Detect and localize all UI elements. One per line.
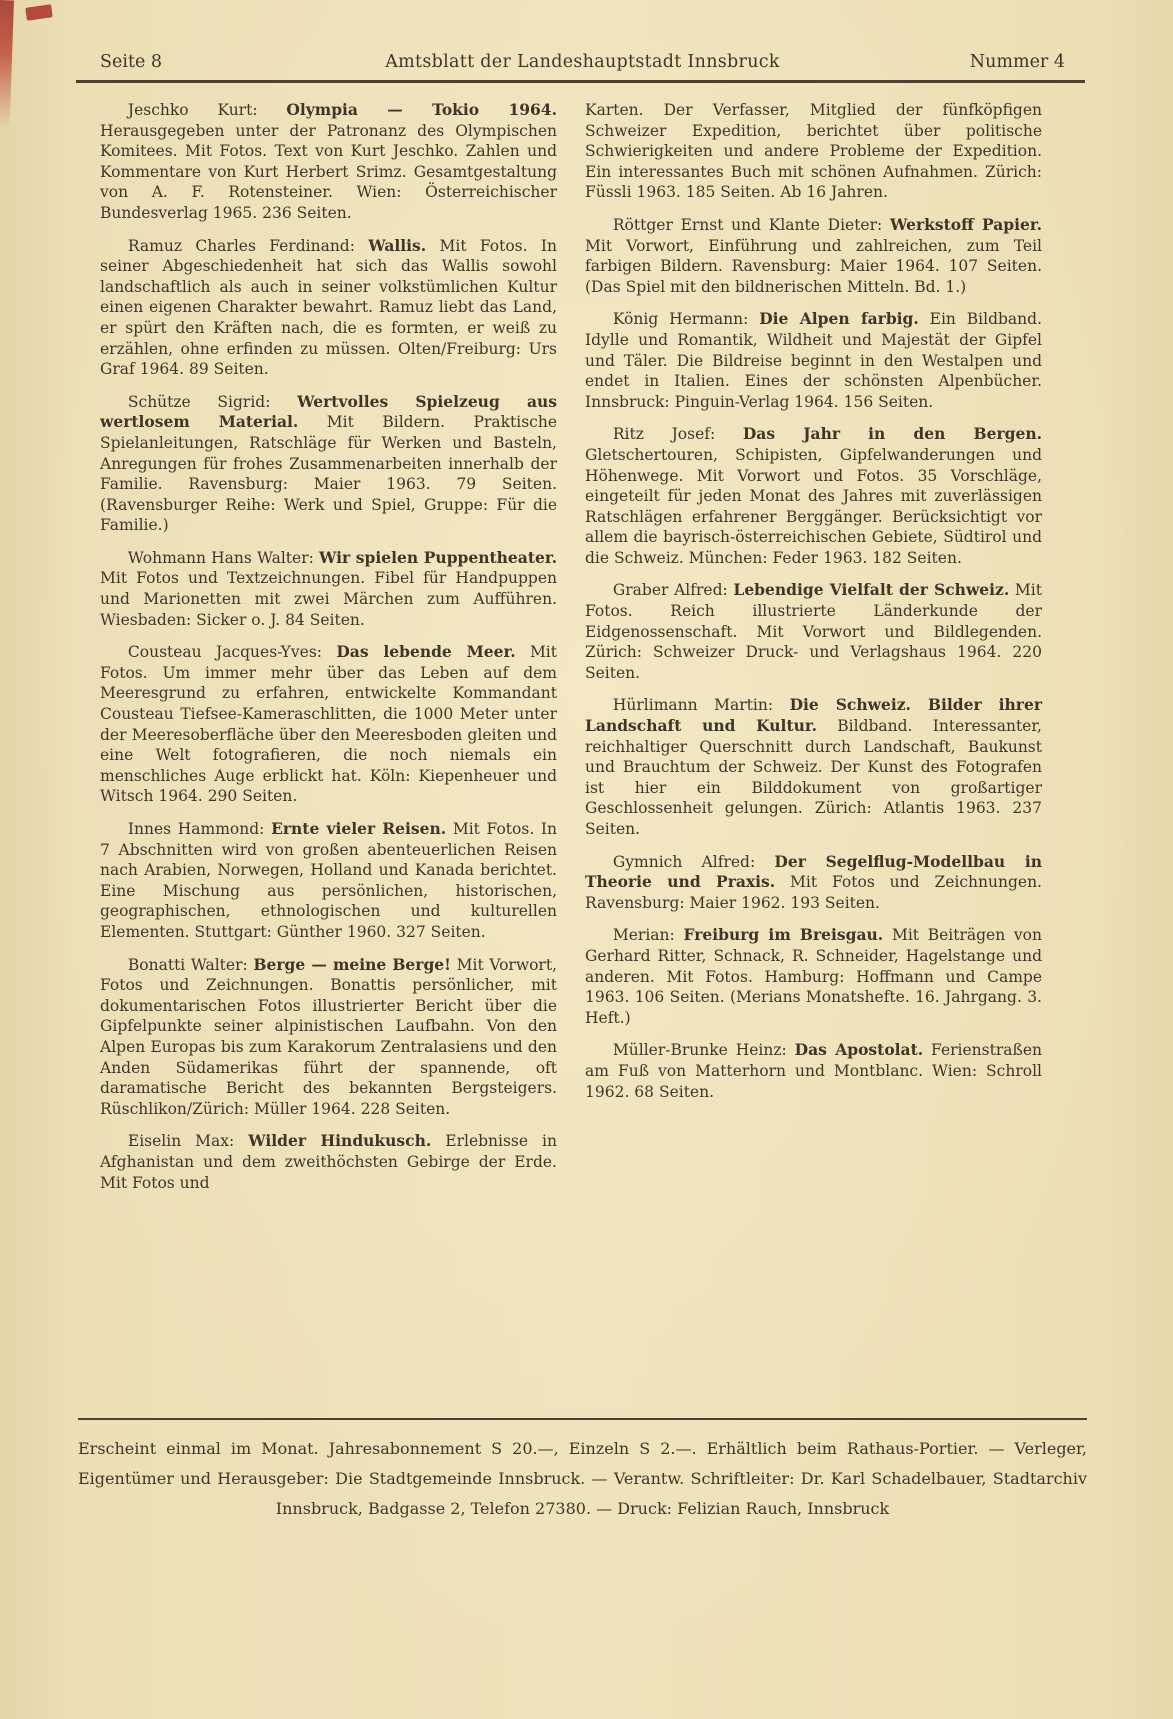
- scan-artifact-red-dash: [25, 4, 53, 20]
- entry-author: Gymnich Alfred:: [612, 852, 775, 871]
- entry-title: Wilder Hindukusch.: [248, 1131, 432, 1151]
- entry-text: Karten. Der Verfasser, Mitglied der fünfköpfigen Schweizer Expedition, berichtet über politische Schwierigkeiten und andere Probleme der Expedition. Ein interessantes Buch mit schönen Aufnahmen. Zürich: Füssli 1963. 185 Seiten. Ab 16 Jahren.: [585, 101, 1042, 202]
- entry-author: Müller-Brunke Heinz:: [612, 1041, 795, 1060]
- imprint-line: Eigentümer und Herausgeber: Die Stadtgemeinde Innsbruck. — Verantw. Schriftleiter: Dr. Karl Schadelbauer, Stadtarchiv: [78, 1469, 1087, 1488]
- book-entry: [100, 819, 557, 943]
- book-entry: [100, 100, 557, 224]
- entry-text: Herausgegeben unter der Patronanz des Olympischen Komitees. Mit Fotos. Text von Kurt Jeschko. Zahlen und Kommentare von Kurt Herbert Srimz. Gesamtgestaltung von A. F. Rotensteiner. Wien: Österreichischer Bundesverlag 1965. 236 Seiten.: [100, 121, 557, 222]
- entry-author: Graber Alfred:: [612, 581, 734, 600]
- page-header: [76, 52, 1085, 83]
- entry-title: Olympia — Tokio 1964.: [286, 100, 557, 119]
- entry-text: Mit Beiträgen von Gerhard Ritter, Schnack, R. Schneider, Hagelstange und anderen. Mit Fotos. Hamburg: Hoffmann und Campe 1963. 106 Seiten. (Merians Monatshefte. 16. Jahrgang. 3. Heft.): [585, 926, 1042, 1027]
- entry-author: Röttger Ernst und Klante Dieter:: [612, 215, 890, 234]
- entry-title: Das Jahr in den Bergen.: [742, 424, 1042, 444]
- entry-title: Das Apostolat.: [794, 1040, 924, 1060]
- entry-title: Ernte vieler Reisen.: [271, 819, 447, 838]
- entry-author: Bonatti Walter:: [127, 955, 254, 974]
- book-entry: [585, 424, 1042, 568]
- entry-text: Erlebnisse in Afghanistan und dem zweithöchsten Gebirge der Erde. Mit Fotos und: [100, 1132, 558, 1192]
- entry-author: Ritz Josef:: [612, 425, 743, 444]
- book-entry: [585, 852, 1042, 914]
- entry-author: Hürlimann Martin:: [612, 696, 790, 715]
- entry-text: Ein Bildband. Idylle und Romantik, Wildheit und Majestät der Gipfel und Täler. Die Bildreise beginnt in den Westalpen und endet in Italien. Eines der schönsten Alpenbücher. Innsbruck: Pinguin-Verlag 1964. 156 Seiten.: [585, 310, 1042, 411]
- entry-title: Wir spielen Puppentheater.: [318, 547, 557, 567]
- entry-title: Der Segelflug-Modellbau in Theorie und Praxis.: [585, 851, 1042, 892]
- entry-text: Gletschertouren, Schipisten, Gipfelwanderungen und Höhenwege. Mit Vorwort und Fotos. 35 Vorschläge, eingeteilt für jeden Monat des Jahres mit zuverlässigen Ratschlägen erfahrener Berggänger. Berücksichtigt vor allem die bayrisch-österreichischen Gebiete, Südtirol und die Schweiz. München: Feder 1963. 182 Seiten.: [585, 445, 1042, 567]
- entry-title: Das lebende Meer.: [336, 642, 516, 662]
- entry-author: Innes Hammond:: [127, 820, 272, 838]
- book-entry: [585, 1040, 1042, 1102]
- entry-text: Mit Fotos und Zeichnungen. Ravensburg: Maier 1962. 193 Seiten.: [585, 873, 1042, 912]
- entry-author: Schütze Sigrid:: [127, 392, 298, 411]
- left-column: [100, 100, 557, 1205]
- entry-author: Wohmann Hans Walter:: [127, 548, 319, 567]
- entry-title: Wertvolles Spielzeug aus wertlosem Material.: [100, 391, 557, 432]
- book-entry: [100, 955, 557, 1120]
- right-column: [585, 100, 1042, 1205]
- entry-title: Freiburg im Breisgau.: [683, 925, 884, 945]
- entry-author: Merian:: [612, 926, 684, 945]
- book-entry: [585, 695, 1042, 839]
- entry-title: Die Alpen farbig.: [759, 309, 919, 329]
- imprint-line: Innsbruck, Badgasse 2, Telefon 27380. — Druck: Felizian Rauch, Innsbruck: [275, 1499, 890, 1518]
- imprint-footer: [78, 1418, 1087, 1524]
- entry-text: Mit Bildern. Praktische Spielanleitungen, Ratschläge für Werken und Basteln, Anregungen für frohes Zusammenarbeiten innerhalb der Familie. Ravensburg: Maier 1963. 79 Seiten. (Ravensburger Reihe: Werk und Spiel, Gruppe: Für die Familie.): [100, 413, 557, 535]
- entry-text: Mit Fotos und Textzeichnungen. Fibel für Handpuppen und Marionetten mit zwei Märchen zum Aufführen. Wiesbaden: Sicker o. J. 84 Seiten.: [100, 569, 557, 629]
- page-title: Amtsblatt der Landeshauptstadt Innsbruck: [385, 52, 780, 72]
- entry-text: Mit Fotos. Reich illustrierte Länderkunde der Eidgenossenschaft. Mit Vorwort und Bildlegenden. Zürich: Schweizer Druck- und Verlagshaus 1964. 220 Seiten.: [585, 581, 1042, 682]
- issue-number-label: Nummer 4: [969, 52, 1065, 72]
- text-columns: [100, 100, 1042, 1205]
- entry-author: Cousteau Jacques-Yves:: [127, 643, 337, 662]
- entry-text: Mit Fotos. Um immer mehr über das Leben auf dem Meeresgrund zu erfahren, entwickelte Kommandant Cousteau Tiefsee-Kameraschlitten, die 1000 Meter unter der Meeresoberfläche über den Meeresboden gleiten und eine Welt fotografieren, die noch niemals ein menschliches Auge erblickt hat. Köln: Kiepenheuer und Witsch 1964. 290 Seiten.: [100, 643, 557, 806]
- book-entry: [585, 580, 1042, 683]
- entry-title: Werkstoff Papier.: [889, 214, 1043, 234]
- scan-artifact-red-streak: [0, 0, 14, 128]
- entry-author: König Hermann:: [612, 310, 760, 329]
- book-entry: [100, 642, 557, 807]
- page-number-label: Seite 8: [100, 52, 163, 72]
- entry-text: Mit Fotos. In 7 Abschnitten wird von großen abenteuerlichen Reisen nach Arabien, Norwegen, Holland und Kanada berichtet. Eine Mischung aus persönlichen, historischen, geographischen, ethnologischen und kulturellen Elementen. Stuttgart: Günther 1960. 327 Seiten.: [100, 820, 558, 941]
- entry-text: Ferienstraßen am Fuß von Matterhorn und Montblanc. Wien: Schroll 1962. 68 Seiten.: [585, 1041, 1042, 1101]
- book-entry: [100, 392, 557, 536]
- entry-title: Wallis.: [368, 235, 427, 255]
- entry-title: Lebendige Vielfalt der Schweiz.: [733, 580, 1010, 600]
- entry-text: Mit Fotos. In seiner Abgeschiedenheit hat sich das Wallis sowohl landschaftlich als auch in seiner volkstümlichen Kultur einen eigenen Charakter bewahrt. Ramuz liebt das Land, er spürt den Kräften nach, die es formten, er weiß zu erzählen, ohne erfinden zu müssen. Olten/Freiburg: Urs Graf 1964. 89 Seiten.: [100, 236, 557, 379]
- entry-title: Die Schweiz. Bilder ihrer Landschaft und Kultur.: [585, 695, 1042, 736]
- entry-author: Jeschko Kurt:: [127, 101, 287, 119]
- entry-author: Ramuz Charles Ferdinand:: [127, 236, 369, 255]
- book-entry: [585, 925, 1042, 1028]
- book-entry: [100, 236, 557, 380]
- imprint-line: Erscheint einmal im Monat. Jahresabonnement S 20.—, Einzeln S 2.—. Erhältlich beim Rathaus-Portier. — Verleger,: [78, 1439, 1087, 1458]
- book-entry: [585, 309, 1042, 412]
- entry-title: Berge — meine Berge!: [253, 954, 451, 974]
- entry-author: Eiselin Max:: [127, 1132, 249, 1151]
- book-entry: [100, 1131, 557, 1193]
- entry-text: Mit Vorwort, Einführung und zahlreichen, zum Teil farbigen Bildern. Ravensburg: Maier 1964. 107 Seiten. (Das Spiel mit den bildnerischen Mitteln. Bd. 1.): [585, 236, 1042, 296]
- book-entry-continuation: [585, 100, 1042, 203]
- book-entry: [585, 215, 1042, 297]
- entry-text: Mit Vorwort, Fotos und Zeichnungen. Bonattis persönlicher, mit dokumentarischen Fotos illustrierter Bericht über die Gipfelpunkte seiner alpinistischen Laufbahn. Von den Alpen Europas bis zum Karakorum Zentralasiens und den Anden Südamerikas führt der spannende, oft daramatische Bericht des bekannten Bergsteigers. Rüschlikon/Zürich: Müller 1964. 228 Seiten.: [100, 955, 557, 1118]
- book-entry: [100, 548, 557, 630]
- entry-text: Bildband. Interessanter, reichhaltiger Querschnitt durch Landschaft, Baukunst und Brauchtum der Schweiz. Der Kunst des Fotografen ist hier ein Bilddokument von großartiger Geschlossenheit gelungen. Zürich: Atlantis 1963. 237 Seiten.: [585, 717, 1042, 838]
